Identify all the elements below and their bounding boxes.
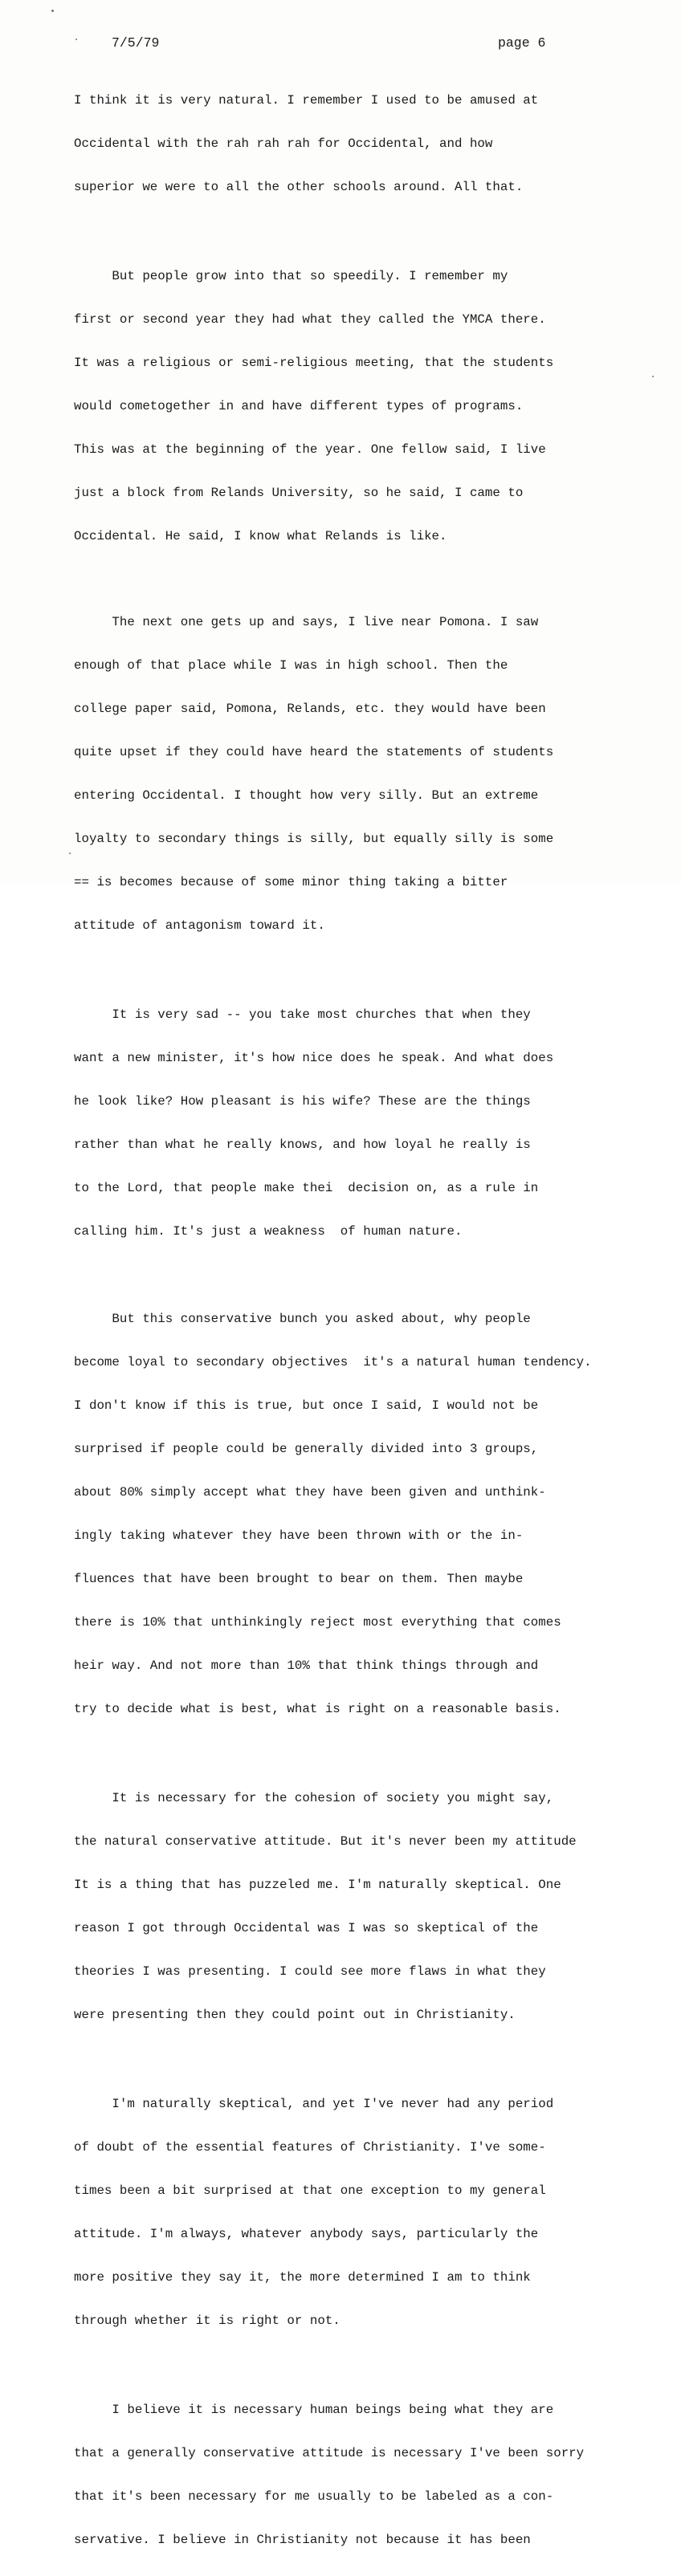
text-line: become loyal to secondary objectives it's a natural human tendency. — [74, 1355, 592, 1369]
text-line: rather than what he really knows, and how loyal he really is — [74, 1137, 531, 1152]
text-line: It was a religious or semi-religious meeting, that the students — [74, 356, 554, 370]
text-line: would cometogether in and have different types of programs. — [74, 399, 524, 413]
text-line: The next one gets up and says, I live near Pomona. I saw — [74, 615, 539, 629]
text-line: Occidental with the rah rah rah for Occidental, and how — [74, 136, 493, 151]
text-line: want a new minister, it's how nice does he speak. And what does — [74, 1051, 554, 1065]
text-line: But this conservative bunch you asked about, why people — [74, 1312, 531, 1326]
text-line: But people grow into that so speedily. I remember my — [74, 269, 508, 283]
text-line: It is very sad -- you take most churches that when they — [74, 1007, 531, 1022]
text-line: reason I got through Occidental was I was so skeptical of the — [74, 1921, 539, 1935]
text-line: attitude of antagonism toward it. — [74, 918, 325, 933]
text-line: calling him. It's just a weakness of human nature. — [74, 1224, 463, 1239]
paragraph — [74, 240, 668, 572]
text-line: I don't know if this is true, but once I said, I would not be — [74, 1398, 539, 1413]
text-line: ingly taking whatever they have been thrown with or the in- — [74, 1528, 524, 1543]
paragraph — [74, 586, 668, 962]
text-line: servative. I believe in Christianity not because it has been — [74, 2533, 531, 2547]
text-line: == is becomes because of some minor thing taking a bitter — [74, 875, 508, 889]
text-line: enough of that place while I was in high school. Then the — [74, 658, 508, 673]
text-line: entering Occidental. I thought how very silly. But an extreme — [74, 788, 539, 803]
text-line: the natural conservative attitude. But it's never been my attitude — [74, 1834, 577, 1849]
paragraph — [74, 979, 668, 1268]
transcript-body — [74, 64, 668, 2576]
text-line: surprised if people could be generally divided into 3 groups, — [74, 1442, 539, 1456]
paragraph — [74, 64, 668, 223]
text-line: loyalty to secondary things is silly, but equally silly is some — [74, 832, 554, 846]
text-line: more positive they say it, the more determined I am to think — [74, 2270, 531, 2285]
text-line: of doubt of the essential features of Christianity. I've some- — [74, 2140, 546, 2155]
text-line: college paper said, Pomona, Relands, etc. they would have been — [74, 702, 546, 716]
text-line: times been a bit surprised at that one exception to my general — [74, 2183, 546, 2198]
text-line: Occidental. He said, I know what Relands is like. — [74, 529, 447, 543]
text-line: that a generally conservative attitude is necessary I've been sorry — [74, 2446, 585, 2460]
text-line: fluences that have been brought to bear on them. Then maybe — [74, 1572, 524, 1586]
text-line: were presenting then they could point out in Christianity. — [74, 2008, 516, 2022]
text-line: try to decide what is best, what is right on a reasonable basis. — [74, 1702, 561, 1716]
text-line: I believe it is necessary human beings being what they are — [74, 2403, 554, 2417]
text-line: superior we were to all the other schools around. All that. — [74, 180, 524, 194]
text-line: This was at the beginning of the year. One fellow said, I live — [74, 442, 546, 457]
page-date: 7/5/79 — [112, 35, 160, 51]
text-line: heir way. And not more than 10% that think things through and — [74, 1658, 539, 1673]
text-line: that it's been necessary for me usually to be labeled as a con- — [74, 2489, 554, 2504]
text-line: It is a thing that has puzzeled me. I'm naturally skeptical. One — [74, 1878, 561, 1892]
text-line: I think it is very natural. I remember I used to be amused at — [74, 93, 539, 108]
paragraph — [74, 1762, 668, 2051]
text-line: about 80% simply accept what they have been given and unthink- — [74, 1485, 546, 1500]
paragraph — [74, 1283, 668, 1745]
page-number: page 6 — [498, 35, 546, 51]
text-line: he look like? How pleasant is his wife? These are the things — [74, 1094, 531, 1109]
text-line: just a block from Relands University, so he said, I came to — [74, 486, 524, 500]
text-line: theories I was presenting. I could see more flaws in what they — [74, 1964, 546, 1979]
text-line: quite upset if they could have heard the statements of students — [74, 745, 554, 759]
text-line: attitude. I'm always, whatever anybody says, particularly the — [74, 2227, 539, 2241]
text-line: through whether it is right or not. — [74, 2314, 340, 2328]
paper-speck — [51, 10, 54, 12]
paragraph — [74, 2068, 668, 2357]
paragraph — [74, 2374, 668, 2576]
text-line: to the Lord, that people make thei decision on, as a rule in — [74, 1181, 539, 1195]
page-header — [0, 35, 681, 53]
text-line: I'm naturally skeptical, and yet I've never had any period — [74, 2097, 554, 2111]
text-line: there is 10% that unthinkingly reject most everything that comes — [74, 1615, 561, 1630]
paper-speck — [69, 853, 71, 854]
text-line: It is necessary for the cohesion of society you might say, — [74, 1791, 554, 1805]
text-line: first or second year they had what they called the YMCA there. — [74, 312, 546, 327]
